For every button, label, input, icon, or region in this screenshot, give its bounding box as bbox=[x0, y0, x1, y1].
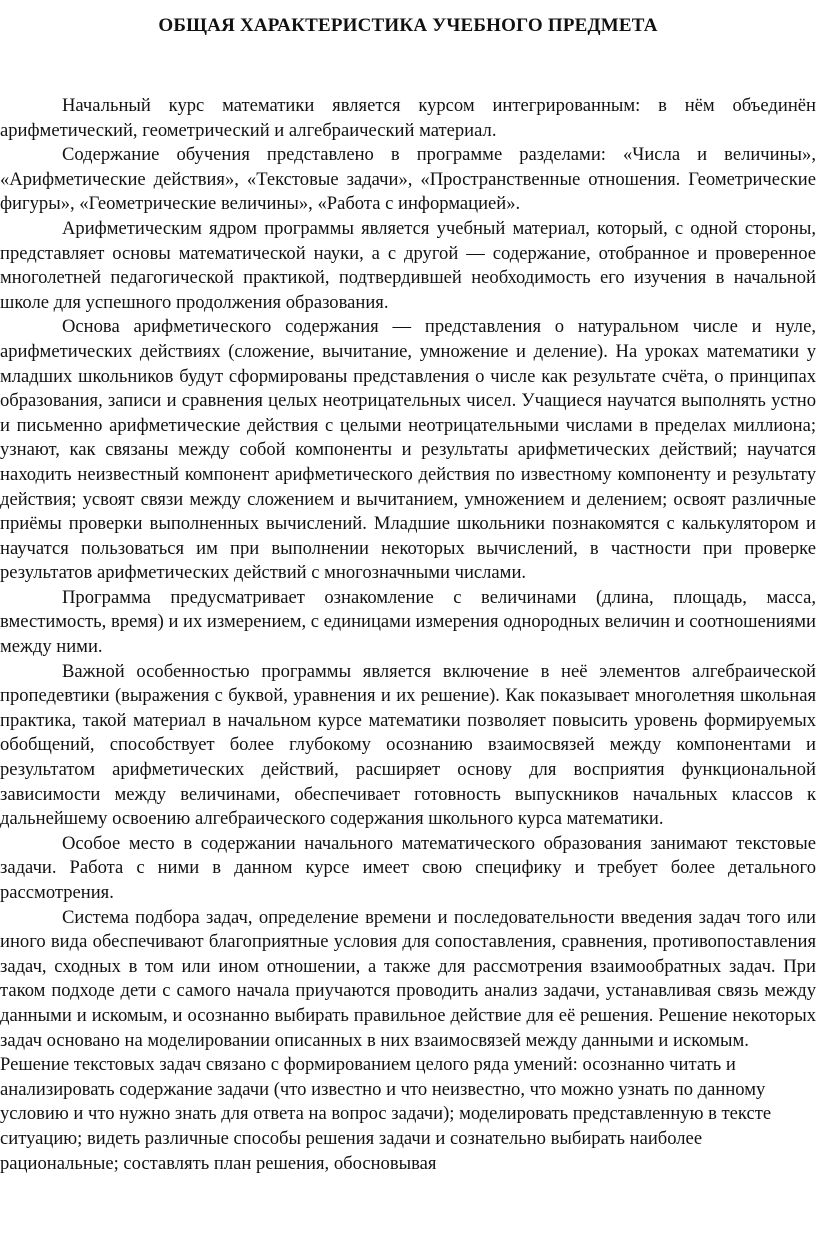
paragraph: Содержание обучения представлено в программе разделами: «Числа и величины», «Арифметические действия», «Текстовые задачи», «Пространственные отношения. Геометрические фигуры», «Геометрические величины», «Работа с информацией». bbox=[0, 144, 816, 215]
paragraph: Начальный курс математики является курсом интегрированным: в нём объединён арифметический, геометрический и алгебраический материал. bbox=[0, 95, 816, 141]
paragraph: Особое место в содержании начального математического образования занимают текстовые задачи. Работа с ними в данном курсе имеет свою специфику и требует более детального рассмотрения. bbox=[0, 832, 816, 903]
paragraph: Программа предусматривает ознакомление с величинами (длина, площадь, масса, вместимость, время) и их измерением, с единицами измерения однородных величин и соотношениями между ними. bbox=[0, 586, 816, 658]
document-body bbox=[0, 94, 816, 1176]
paragraph: Решение текстовых задач связано с формированием целого ряда умений: осознанно читать и анализировать содержание задачи (что известно и что неизвестно, что можно узнать по данному условию и что нужно знать для ответа на вопрос задачи); моделировать представленную в тексте ситуацию; видеть различные способы решения задачи и сознательно выбирать наиболее рациональные; составлять план решения, обосновывая bbox=[0, 1054, 772, 1174]
paragraph: Важной особенностью программы является включение в неё элементов алгебраической пропедевтики (выражения с буквой, уравнения и их решение). Как показывает многолетняя школьная практика, такой материал в начальном курсе математики позволяет повысить уровень формируемых обобщений, способствует более глубокому осознанию взаимосвязей между компонентами и результатом арифметических действий, расширяет основу для восприятия функциональной зависимости между величинами, обеспечивает готовность выпускников начальных классов к дальнейшему освоению алгебраического содержания школьного курса математики. bbox=[0, 660, 816, 830]
paragraph: Арифметическим ядром программы является учебный материал, который, с одной стороны, представляет основы математической науки, а с другой — содержание, отобранное и проверенное многолетней педагогической практикой, подтвердившей необходимость его изучения в начальной школе для успешного продолжения образования. bbox=[0, 217, 816, 313]
document-title: ОБЩАЯ ХАРАКТЕРИСТИКА УЧЕБНОГО ПРЕДМЕТА bbox=[158, 15, 658, 36]
paragraph: Основа арифметического содержания — представления о натуральном числе и нуле, арифметических действиях (сложение, вычитание, умножение и деление). На уроках математики у младших школьников будут сформированы представления о числе как результате счёта, о принципах образования, записи и сравнения целых неотрицательных чисел. Учащиеся научатся выполнять устно и письменно арифметические действия с целыми неотрицательными числами в пределах миллиона; узнают, как связаны между собой компоненты и результаты арифметических действий; научатся находить неизвестный компонент арифметического действия по известному компоненту и результату действия; усвоят связи между сложением и вычитанием, умножением и делением; освоят различные приёмы проверки выполненных вычислений. Младшие школьники познакомятся с калькулятором и научатся пользоваться им при выполнении некоторых вычислений, в частности при проверке результатов арифметических действий с многозначными числами. bbox=[0, 316, 816, 584]
paragraph: Система подбора задач, определение времени и последовательности введения задач того или иного вида обеспечивают благоприятные условия для сопоставления, сравнения, противопоставления задач, сходных в том или ином отношении, а также для рассмотрения взаимообратных задач. При таком подходе дети с самого начала приучаются проводить анализ задачи, устанавливая связь между данными и искомым, и осознанно выбирать правильное действие для её решения. Решение некоторых задач основано на моделировании описанных в них взаимосвязей между данными и искомым. bbox=[0, 906, 816, 1051]
